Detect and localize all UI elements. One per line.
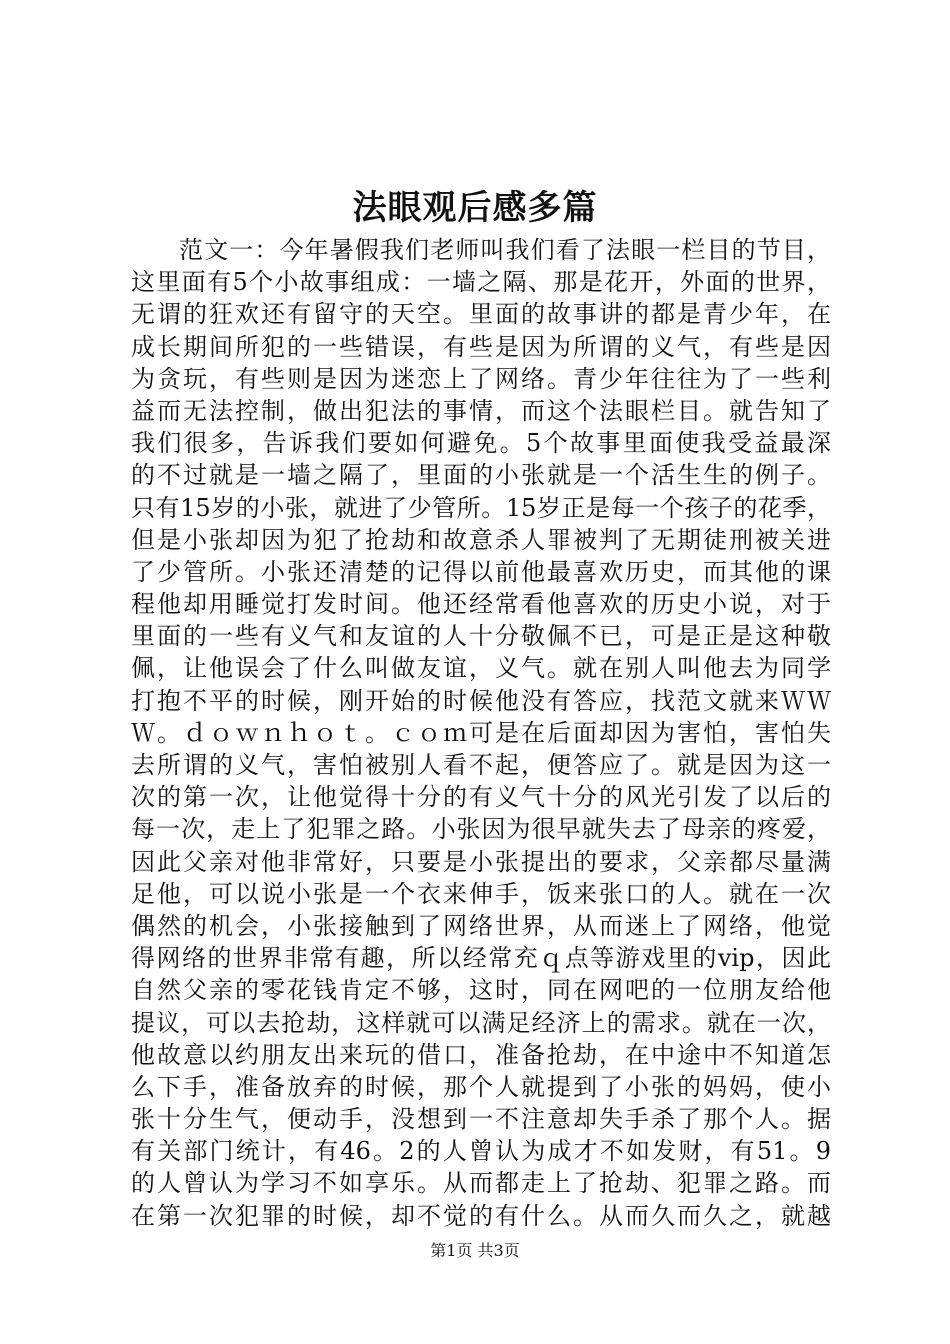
paragraph-line: 次的第一次，让他觉得十分的有义气十分的风光引发了以后的: [131, 783, 831, 812]
paragraph-line: 去所谓的义气，害怕被别人看不起，便答应了。就是因为这一: [131, 751, 831, 779]
paragraph-line: Ｗ。ｄｏｗｎｈｏｔ。ｃｏｍ可是在后面却因为害怕，害怕失: [131, 718, 831, 747]
paragraph-line: 了少管所。小张还清楚的记得以前他最喜欢历史，而其他的课: [131, 557, 831, 586]
paragraph-line: 偶然的机会，小张接触到了网络世界，从而迷上了网络，他觉: [131, 911, 831, 940]
page-footer: 第1页 共3页: [430, 1241, 520, 1260]
document-body: [131, 234, 831, 1232]
paragraph-line: 但是小张却因为犯了抢劫和故意杀人罪被判了无期徒刑被关进: [131, 525, 831, 554]
paragraph-line: 程他却用睡觉打发时间。他还经常看他喜欢的历史小说，对于: [131, 590, 831, 619]
paragraph-line: 为贪玩，有些则是因为迷恋上了网络。青少年往往为了一些利: [131, 364, 831, 393]
paragraph-line: 佩，让他误会了什么叫做友谊，义气。就在别人叫他去为同学: [131, 654, 831, 683]
paragraph-line: 的不过就是一墙之隔了，里面的小张就是一个活生生的例子。: [131, 461, 831, 490]
document-title: 法眼观后感多篇: [352, 188, 598, 228]
paragraph-line: 在第一次犯罪的时候，却不觉的有什么。从而久而久之，就越: [131, 1201, 831, 1230]
paragraph-line: 足他，可以说小张是一个衣来伸手，饭来张口的人。就在一次: [131, 879, 831, 908]
paragraph-line: 每一次，走上了犯罪之路。小张因为很早就失去了母亲的疼爱，: [131, 815, 831, 844]
paragraph-line: 无谓的狂欢还有留守的天空。里面的故事讲的都是青少年，在: [131, 300, 831, 329]
paragraph-line: 这里面有5个小故事组成：一墙之隔、那是花开，外面的世界，: [131, 268, 831, 297]
paragraph-line: 自然父亲的零花钱肯定不够，这时，同在网吧的一位朋友给他: [131, 976, 831, 1005]
paragraph-line: 有关部门统计，有46。2的人曾认为成才不如发财，有51。9: [131, 1137, 831, 1166]
paragraph-line: 提议，可以去抢劫，这样就可以满足经济上的需求。就在一次，: [131, 1008, 831, 1037]
paragraph-line: 因此父亲对他非常好，只要是小张提出的要求，父亲都尽量满: [131, 847, 831, 876]
paragraph-line: 打抱不平的时候，刚开始的时候他没有答应，找范文就来ＷＷ: [131, 686, 831, 715]
paragraph-line: 的人曾认为学习不如享乐。从而都走上了抢劫、犯罪之路。而: [131, 1169, 831, 1198]
paragraph-line: 他故意以约朋友出来玩的借口，准备抢劫，在中途中不知道怎: [131, 1040, 831, 1069]
paragraph-line: 么下手，准备放弃的时候，那个人就提到了小张的妈妈，使小: [131, 1072, 831, 1101]
paragraph-line: 益而无法控制，做出犯法的事情，而这个法眼栏目。就告知了: [131, 396, 831, 425]
paragraph-line: 范文一：今年暑假我们老师叫我们看了法眼一栏目的节目，: [179, 236, 831, 264]
paragraph-line: 只有15岁的小张，就进了少管所。15岁正是每一个孩子的花季，: [131, 493, 831, 522]
paragraph-line: 张十分生气，便动手，没想到一不注意却失手杀了那个人。据: [131, 1105, 831, 1134]
paragraph-line: 成长期间所犯的一些错误，有些是因为所谓的义气，有些是因: [131, 332, 831, 361]
paragraph-line: 里面的一些有义气和友谊的人十分敬佩不已，可是正是这种敬: [131, 622, 831, 651]
paragraph-line: 我们很多，告诉我们要如何避免。5个故事里面使我受益最深: [131, 429, 831, 458]
paragraph-line: 得网络的世界非常有趣，所以经常充ｑ点等游戏里的vip，因此: [131, 944, 831, 973]
